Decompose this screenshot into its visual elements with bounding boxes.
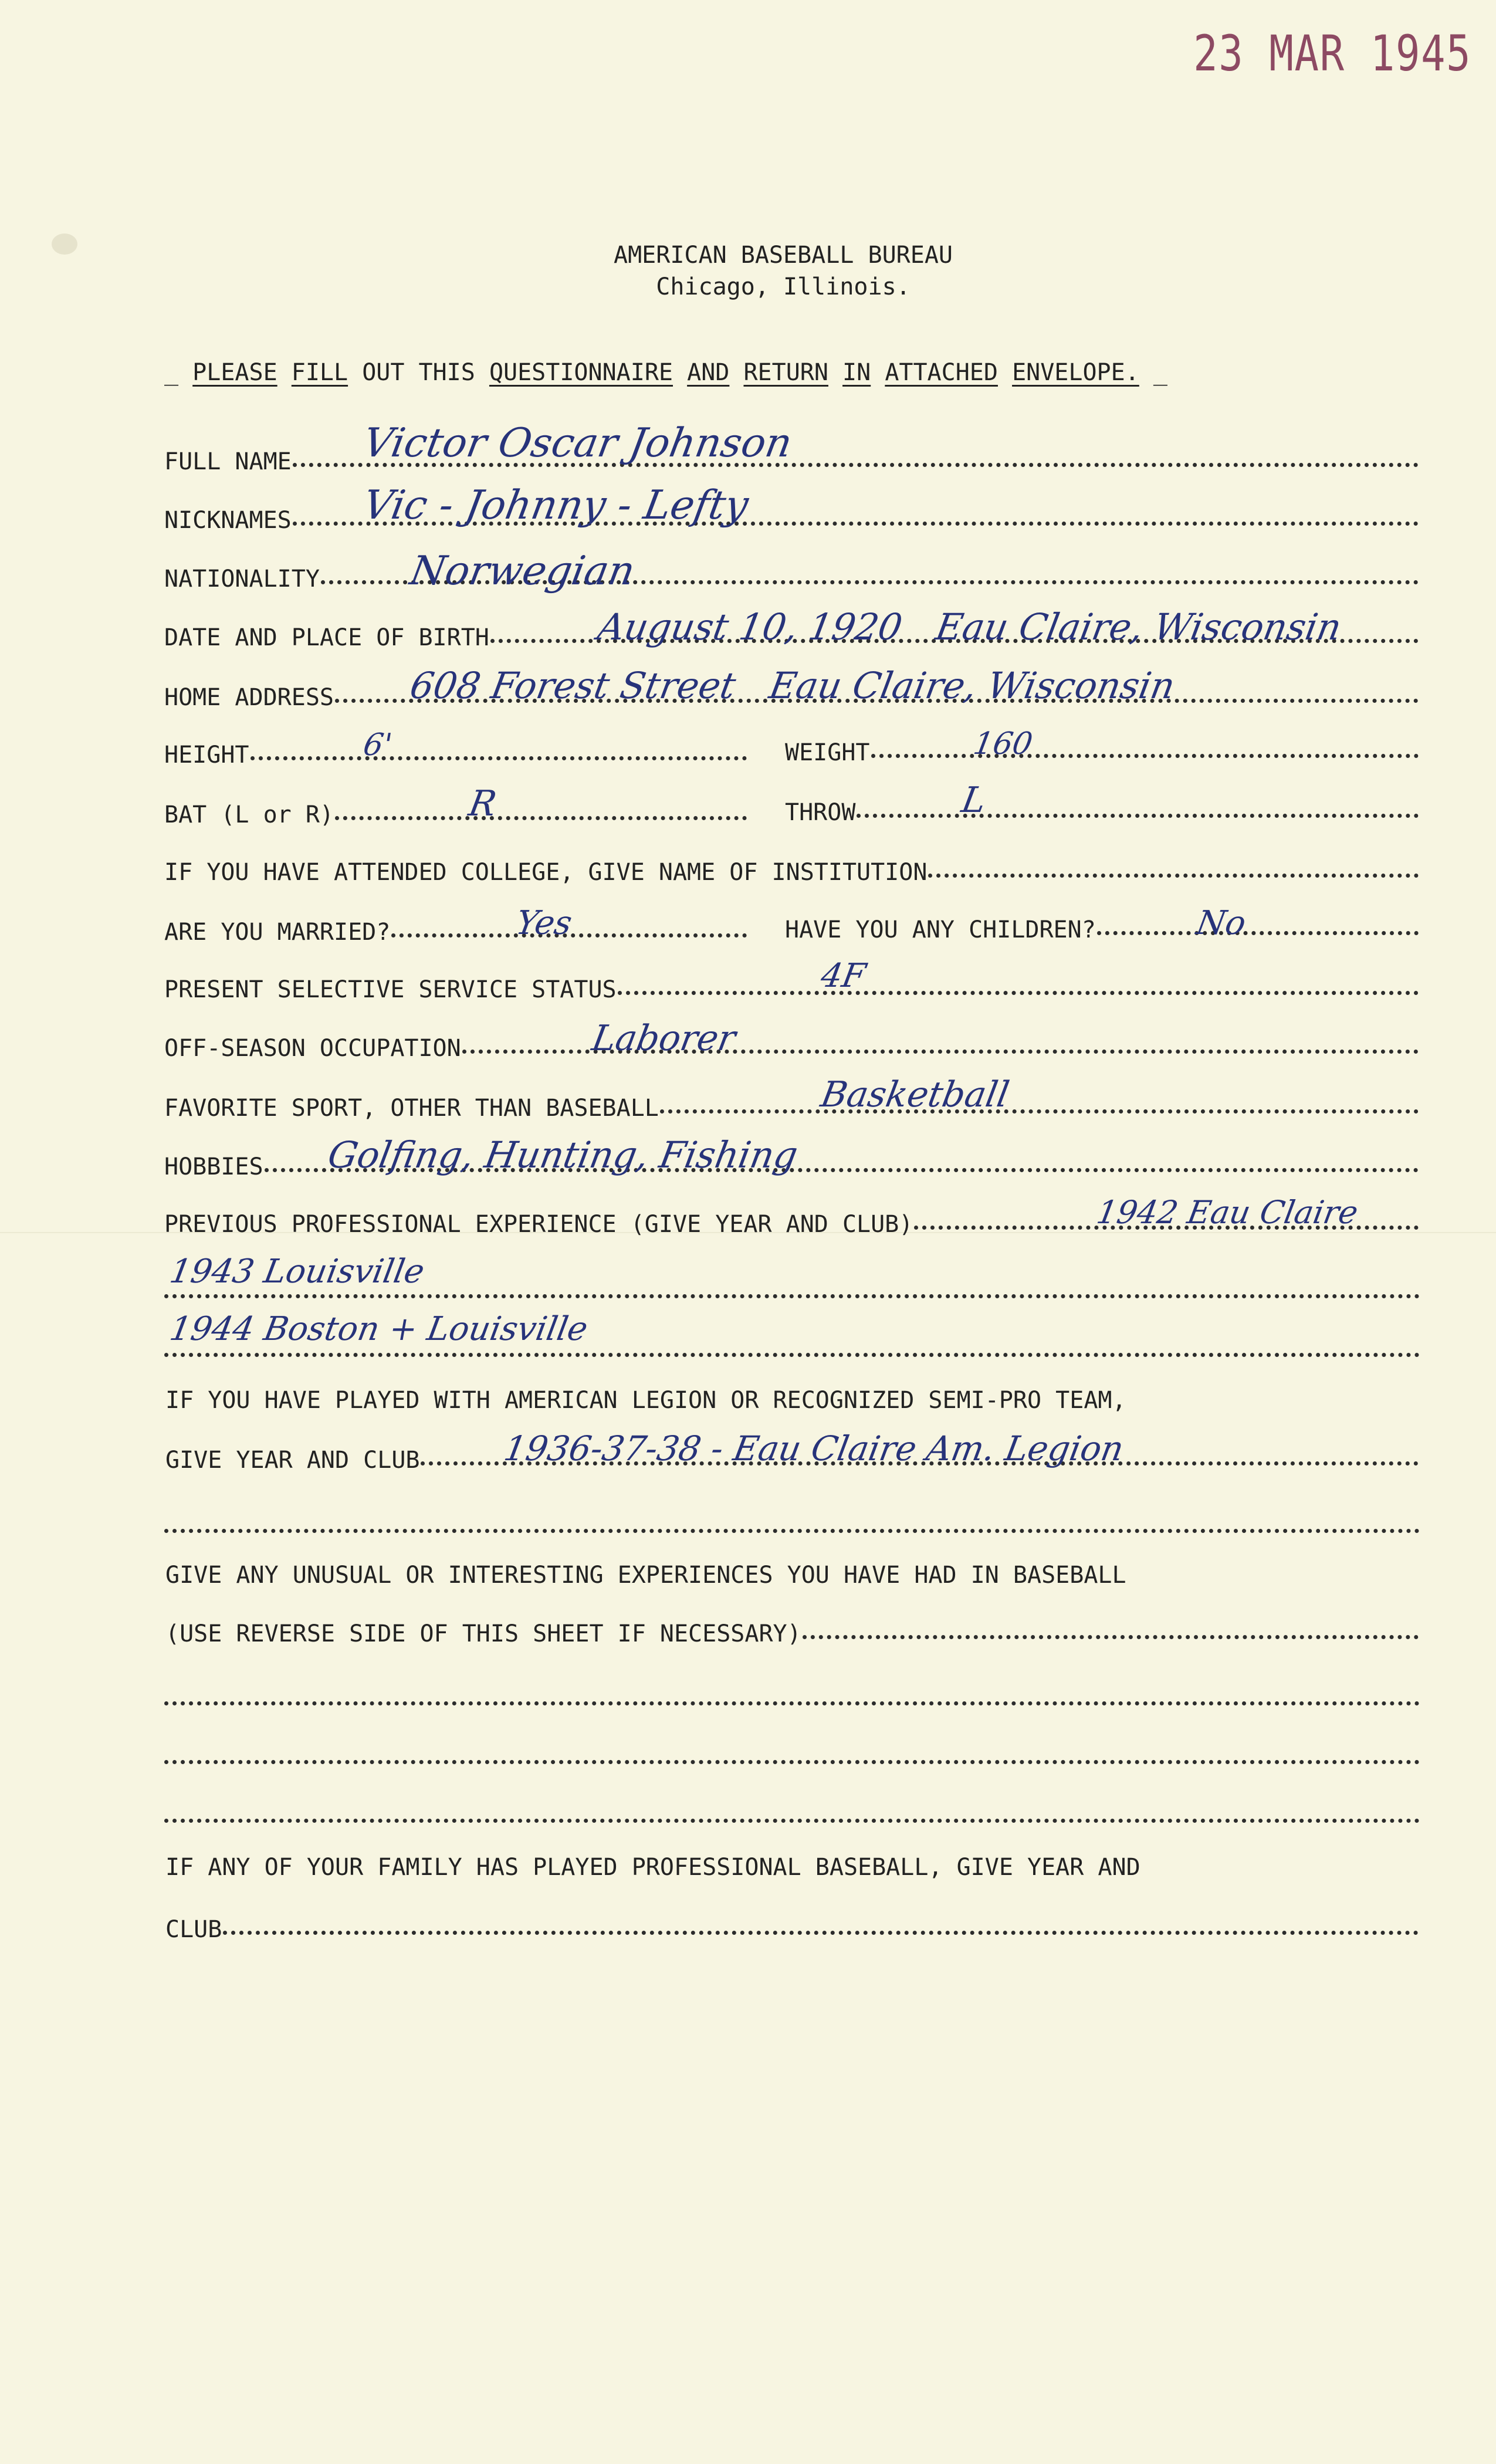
nationality-row [164, 566, 1420, 601]
unusual-label-2: (USE REVERSE SIDE OF THIS SHEET IF NECESSARY) [165, 1620, 801, 1647]
bat-answer: R [465, 783, 500, 824]
experience-answer-3: 1944 Boston + Louisville [167, 1310, 591, 1348]
legion-answer: 1936-37-38 - Eau Claire Am. Legion [501, 1429, 1127, 1468]
full-name-label: FULL NAME [164, 448, 292, 475]
experience-line-2 [164, 1294, 1420, 1298]
children-answer: No [1193, 904, 1249, 942]
college-row [164, 859, 1420, 894]
hobbies-answer: Golfing, Hunting, Fishing [324, 1133, 801, 1176]
bureau-location: Chicago, Illinois. [656, 273, 911, 300]
nicknames-answer: Vic - Johnny - Lefty [360, 482, 752, 529]
home-address-label: HOME ADDRESS [164, 684, 334, 711]
nicknames-label: NICKNAMES [164, 507, 292, 534]
children-label: HAVE YOU ANY CHILDREN? [785, 916, 1096, 943]
hobbies-label: HOBBIES [164, 1153, 263, 1180]
received-date-stamp: 23 MAR 1945 [1193, 25, 1471, 82]
experience-answer-1: 1942 Eau Claire [1094, 1194, 1361, 1231]
bureau-title: AMERICAN BASEBALL BUREAU [614, 242, 953, 269]
experience-answer-2: 1943 Louisville [167, 1253, 428, 1291]
legion-line-2 [164, 1529, 1420, 1533]
favorite-sport-label: FAVORITE SPORT, OTHER THAN BASEBALL [164, 1095, 659, 1122]
home-address-answer: 608 Forest Street Eau Claire, Wisconsin [407, 664, 1179, 707]
favorite-sport-row [164, 1095, 1420, 1130]
legion-label-2: GIVE YEAR AND CLUB [165, 1447, 420, 1474]
unusual-row [165, 1620, 1420, 1656]
favorite-sport-answer: Basketball [817, 1074, 1013, 1115]
unusual-label-1: GIVE ANY UNUSUAL OR INTERESTING EXPERIENCES YOU HAVE HAD IN BASEBALL [165, 1562, 1126, 1589]
throw-row [785, 799, 1420, 834]
occupation-row [164, 1035, 1420, 1070]
birth-label: DATE AND PLACE OF BIRTH [164, 624, 489, 651]
throw-label: THROW [785, 799, 856, 826]
full-name-row [164, 448, 1420, 483]
legion-label-1: IF YOU HAVE PLAYED WITH AMERICAN LEGION OR RECOGNIZED SEMI-PRO TEAM, [165, 1387, 1126, 1414]
college-label: IF YOU HAVE ATTENDED COLLEGE, GIVE NAME OF INSTITUTION [164, 859, 928, 886]
experience-label: PREVIOUS PROFESSIONAL EXPERIENCE (GIVE YEAR AND CLUB) [164, 1211, 913, 1238]
weight-label: WEIGHT [785, 739, 870, 766]
instructions: _ PLEASE FILL OUT THIS QUESTIONNAIRE AND RETURN IN ATTACHED ENVELOPE. _ [164, 359, 1167, 386]
married-row [164, 919, 748, 954]
height-row [164, 742, 748, 777]
full-name-answer: Victor Oscar Johnson [360, 420, 796, 466]
throw-answer: L [958, 780, 990, 821]
birth-answer: August 10, 1920 Eau Claire, Wisconsin [594, 605, 1345, 648]
unusual-line-3 [164, 1760, 1420, 1764]
married-label: ARE YOU MARRIED? [164, 919, 391, 946]
children-row [785, 916, 1420, 952]
weight-row [785, 739, 1420, 774]
experience-line-3 [164, 1353, 1420, 1357]
bat-row [164, 801, 748, 837]
family-label-1: IF ANY OF YOUR FAMILY HAS PLAYED PROFESSIONAL BASEBALL, GIVE YEAR AND [165, 1854, 1140, 1881]
occupation-answer: Laborer [588, 1018, 739, 1059]
selective-service-row [164, 976, 1420, 1011]
height-answer: 6' [360, 727, 395, 763]
weight-answer: 160 [970, 726, 1035, 761]
occupation-label: OFF-SEASON OCCUPATION [164, 1035, 461, 1062]
height-label: HEIGHT [164, 742, 249, 769]
family-row [165, 1916, 1420, 1951]
unusual-line-2 [164, 1701, 1420, 1705]
nationality-answer: Norwegian [407, 548, 639, 594]
nicknames-row [164, 507, 1420, 542]
bat-label: BAT (L or R) [164, 801, 334, 828]
married-answer: Yes [513, 904, 575, 942]
unusual-line-4 [164, 1819, 1420, 1823]
nationality-label: NATIONALITY [164, 566, 320, 593]
selective-service-label: PRESENT SELECTIVE SERVICE STATUS [164, 976, 617, 1003]
selective-service-answer: 4F [818, 957, 869, 995]
family-label-2: CLUB [165, 1916, 222, 1943]
